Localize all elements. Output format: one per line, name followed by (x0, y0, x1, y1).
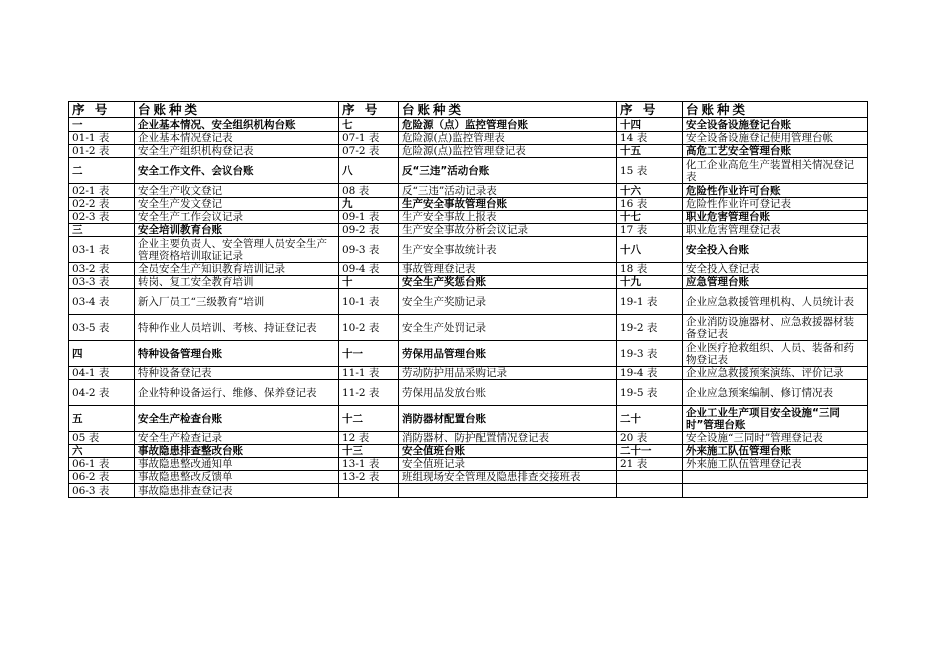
ledger-type: 安全设施“三同时”管理登记表 (683, 432, 868, 445)
ledger-number: 11-2 表 (339, 380, 399, 406)
ledger-number: 04-2 表 (69, 380, 135, 406)
ledger-number: 07-1 表 (339, 132, 399, 145)
ledger-number: 九 (339, 198, 399, 211)
ledger-number: 09-2 表 (339, 224, 399, 237)
ledger-number: 03-1 表 (69, 237, 135, 263)
ledger-type: 事故管理登记表 (399, 263, 617, 276)
ledger-number: 19-4 表 (617, 367, 683, 380)
ledger-number: 09-1 表 (339, 211, 399, 224)
ledger-number: 12 表 (339, 432, 399, 445)
ledger-type: 企业特种设备运行、维修、保养登记表 (135, 380, 339, 406)
ledger-number: 03-4 表 (69, 289, 135, 315)
ledger-number: 09-4 表 (339, 263, 399, 276)
ledger-type (683, 484, 868, 498)
ledger-table (68, 101, 868, 498)
ledger-number: 五 (69, 406, 135, 432)
ledger-type: 事故隐患排查整改台账 (135, 445, 339, 458)
ledger-number: 03-2 表 (69, 263, 135, 276)
ledger-type: 企业基本情况登记表 (135, 132, 339, 145)
ledger-number: 七 (339, 118, 399, 132)
header-type-1: 台账种类 (135, 102, 339, 118)
ledger-type: 危险源(点)监控管理登记表 (399, 145, 617, 158)
table-row (69, 471, 868, 484)
ledger-number: 11-1 表 (339, 367, 399, 380)
ledger-type: 应急管理台账 (683, 276, 868, 289)
ledger-type: 事故隐患整改反馈单 (135, 471, 339, 484)
ledger-number: 06-3 表 (69, 484, 135, 498)
table-row (69, 132, 868, 145)
ledger-type: 企业基本情况、安全组织机构台账 (135, 118, 339, 132)
ledger-number: 十四 (617, 118, 683, 132)
ledger-number: 十八 (617, 237, 683, 263)
table-row (69, 484, 868, 498)
table-row (69, 458, 868, 471)
header-type-3: 台账种类 (683, 102, 868, 118)
ledger-type: 劳保用品发放台账 (399, 380, 617, 406)
table-row (69, 276, 868, 289)
ledger-number: 十六 (617, 184, 683, 198)
ledger-type: 消防器材配置台账 (399, 406, 617, 432)
header-no-2: 序 号 (339, 102, 399, 118)
ledger-type: 外来施工队伍管理登记表 (683, 458, 868, 471)
ledger-number: 02-1 表 (69, 184, 135, 198)
ledger-number: 04-1 表 (69, 367, 135, 380)
ledger-type: 安全生产检查记录 (135, 432, 339, 445)
table-row (69, 445, 868, 458)
ledger-type: 职业危害管理台账 (683, 211, 868, 224)
ledger-type: 事故隐患排查登记表 (135, 484, 339, 498)
ledger-number: 02-3 表 (69, 211, 135, 224)
table-row (69, 315, 868, 341)
ledger-type: 安全培训教育台账 (135, 224, 339, 237)
ledger-type: 安全生产组织机构登记表 (135, 145, 339, 158)
ledger-number: 19-3 表 (617, 341, 683, 367)
ledger-type: 事故隐患整改通知单 (135, 458, 339, 471)
ledger-type (683, 471, 868, 484)
ledger-number: 十七 (617, 211, 683, 224)
ledger-type: 消防器材、防护配置情况登记表 (399, 432, 617, 445)
ledger-number (617, 471, 683, 484)
ledger-type: 特种作业人员培训、考核、持证登记表 (135, 315, 339, 341)
ledger-type: 生产安全事故分析会议记录 (399, 224, 617, 237)
ledger-number: 四 (69, 341, 135, 367)
ledger-number: 21 表 (617, 458, 683, 471)
ledger-number: 08 表 (339, 184, 399, 198)
ledger-number: 13-1 表 (339, 458, 399, 471)
ledger-number: 十九 (617, 276, 683, 289)
ledger-type: 安全生产发文登记 (135, 198, 339, 211)
ledger-number: 16 表 (617, 198, 683, 211)
ledger-type: 企业应急预案编制、修订情况表 (683, 380, 868, 406)
ledger-type: 安全值班台账 (399, 445, 617, 458)
ledger-number: 06-2 表 (69, 471, 135, 484)
ledger-type: 劳动防护用品采购记录 (399, 367, 617, 380)
ledger-number: 09-3 表 (339, 237, 399, 263)
ledger-number: 10-1 表 (339, 289, 399, 315)
ledger-type: 生产安全事故上报表 (399, 211, 617, 224)
ledger-number: 19-1 表 (617, 289, 683, 315)
ledger-number: 03-5 表 (69, 315, 135, 341)
ledger-type: 化工企业高危生产装置相关情况登记表 (683, 158, 868, 184)
ledger-number: 一 (69, 118, 135, 132)
ledger-type: 危险性作业许可台账 (683, 184, 868, 198)
ledger-number: 十三 (339, 445, 399, 458)
ledger-type: 安全值班记录 (399, 458, 617, 471)
ledger-number: 13-2 表 (339, 471, 399, 484)
ledger-number: 十 (339, 276, 399, 289)
ledger-type: 新入厂员工“三级教育”培训 (135, 289, 339, 315)
ledger-type: 危险源(点)监控管理表 (399, 132, 617, 145)
ledger-number: 六 (69, 445, 135, 458)
ledger-number: 07-2 表 (339, 145, 399, 158)
ledger-number: 二 (69, 158, 135, 184)
ledger-type: 安全生产工作会议记录 (135, 211, 339, 224)
ledger-number: 十五 (617, 145, 683, 158)
ledger-number (339, 484, 399, 498)
ledger-type: 企业消防设施器材、应急救援器材装备登记表 (683, 315, 868, 341)
table-row (69, 211, 868, 224)
ledger-type: 外来施工队伍管理台账 (683, 445, 868, 458)
ledger-type: 危险源（点）监控管理台账 (399, 118, 617, 132)
ledger-type: 全员安全生产知识教育培训记录 (135, 263, 339, 276)
ledger-number: 14 表 (617, 132, 683, 145)
ledger-number: 03-3 表 (69, 276, 135, 289)
ledger-type: 转岗、复工安全教育培训 (135, 276, 339, 289)
ledger-type: 企业主要负责人、安全管理人员安全生产管理资格培训取证记录 (135, 237, 339, 263)
ledger-type: 安全生产奖励记录 (399, 289, 617, 315)
ledger-number: 01-1 表 (69, 132, 135, 145)
ledger-type: 安全生产奖惩台账 (399, 276, 617, 289)
ledger-number: 十一 (339, 341, 399, 367)
table-row (69, 237, 868, 263)
table-row (69, 224, 868, 237)
ledger-type: 反“三违”活动记录表 (399, 184, 617, 198)
ledger-number: 19-5 表 (617, 380, 683, 406)
ledger-body (69, 102, 868, 498)
ledger-type: 企业应急救援预案演练、评价记录 (683, 367, 868, 380)
ledger-type: 企业工业生产项目安全设施“三同时”管理台账 (683, 406, 868, 432)
ledger-type: 特种设备登记表 (135, 367, 339, 380)
ledger-type: 企业医疗抢救组织、人员、装备和药物登记表 (683, 341, 868, 367)
table-row (69, 118, 868, 132)
ledger-number (617, 484, 683, 498)
ledger-number: 17 表 (617, 224, 683, 237)
ledger-number: 10-2 表 (339, 315, 399, 341)
ledger-type: 安全设备设施登记台账 (683, 118, 868, 132)
table-row (69, 432, 868, 445)
ledger-number: 八 (339, 158, 399, 184)
ledger-number: 三 (69, 224, 135, 237)
ledger-number: 06-1 表 (69, 458, 135, 471)
ledger-type: 安全生产处罚记录 (399, 315, 617, 341)
header-row (69, 102, 868, 118)
ledger-number: 05 表 (69, 432, 135, 445)
ledger-number: 15 表 (617, 158, 683, 184)
table-row (69, 198, 868, 211)
ledger-type: 劳保用品管理台账 (399, 341, 617, 367)
ledger-number: 二十 (617, 406, 683, 432)
ledger-type: 生产安全事故统计表 (399, 237, 617, 263)
ledger-type: 危险性作业许可登记表 (683, 198, 868, 211)
ledger-type: 企业应急救援管理机构、人员统计表 (683, 289, 868, 315)
header-type-2: 台账种类 (399, 102, 617, 118)
ledger-type: 反“三违”活动台账 (399, 158, 617, 184)
header-no-1: 序 号 (69, 102, 135, 118)
table-row (69, 263, 868, 276)
table-row (69, 145, 868, 158)
ledger-type (399, 484, 617, 498)
ledger-number: 20 表 (617, 432, 683, 445)
ledger-number: 02-2 表 (69, 198, 135, 211)
table-row (69, 158, 868, 184)
ledger-type: 特种设备管理台账 (135, 341, 339, 367)
ledger-type: 班组现场安全管理及隐患排查交接班表 (399, 471, 617, 484)
table-row (69, 406, 868, 432)
ledger-type: 安全工作文件、会议台账 (135, 158, 339, 184)
table-row (69, 380, 868, 406)
table-row (69, 184, 868, 198)
ledger-type: 安全设备设施登记使用管理台帐 (683, 132, 868, 145)
header-no-3: 序 号 (617, 102, 683, 118)
ledger-type: 安全生产收文登记 (135, 184, 339, 198)
ledger-number: 十二 (339, 406, 399, 432)
ledger-number: 二十一 (617, 445, 683, 458)
table-row (69, 341, 868, 367)
ledger-type: 生产安全事故管理台账 (399, 198, 617, 211)
table-row (69, 367, 868, 380)
ledger-type: 安全生产检查台账 (135, 406, 339, 432)
ledger-type: 安全投入登记表 (683, 263, 868, 276)
ledger-number: 18 表 (617, 263, 683, 276)
ledger-type: 职业危害管理登记表 (683, 224, 868, 237)
table-row (69, 289, 868, 315)
ledger-type: 高危工艺安全管理台账 (683, 145, 868, 158)
ledger-number: 19-2 表 (617, 315, 683, 341)
ledger-number: 01-2 表 (69, 145, 135, 158)
ledger-type: 安全投入台账 (683, 237, 868, 263)
